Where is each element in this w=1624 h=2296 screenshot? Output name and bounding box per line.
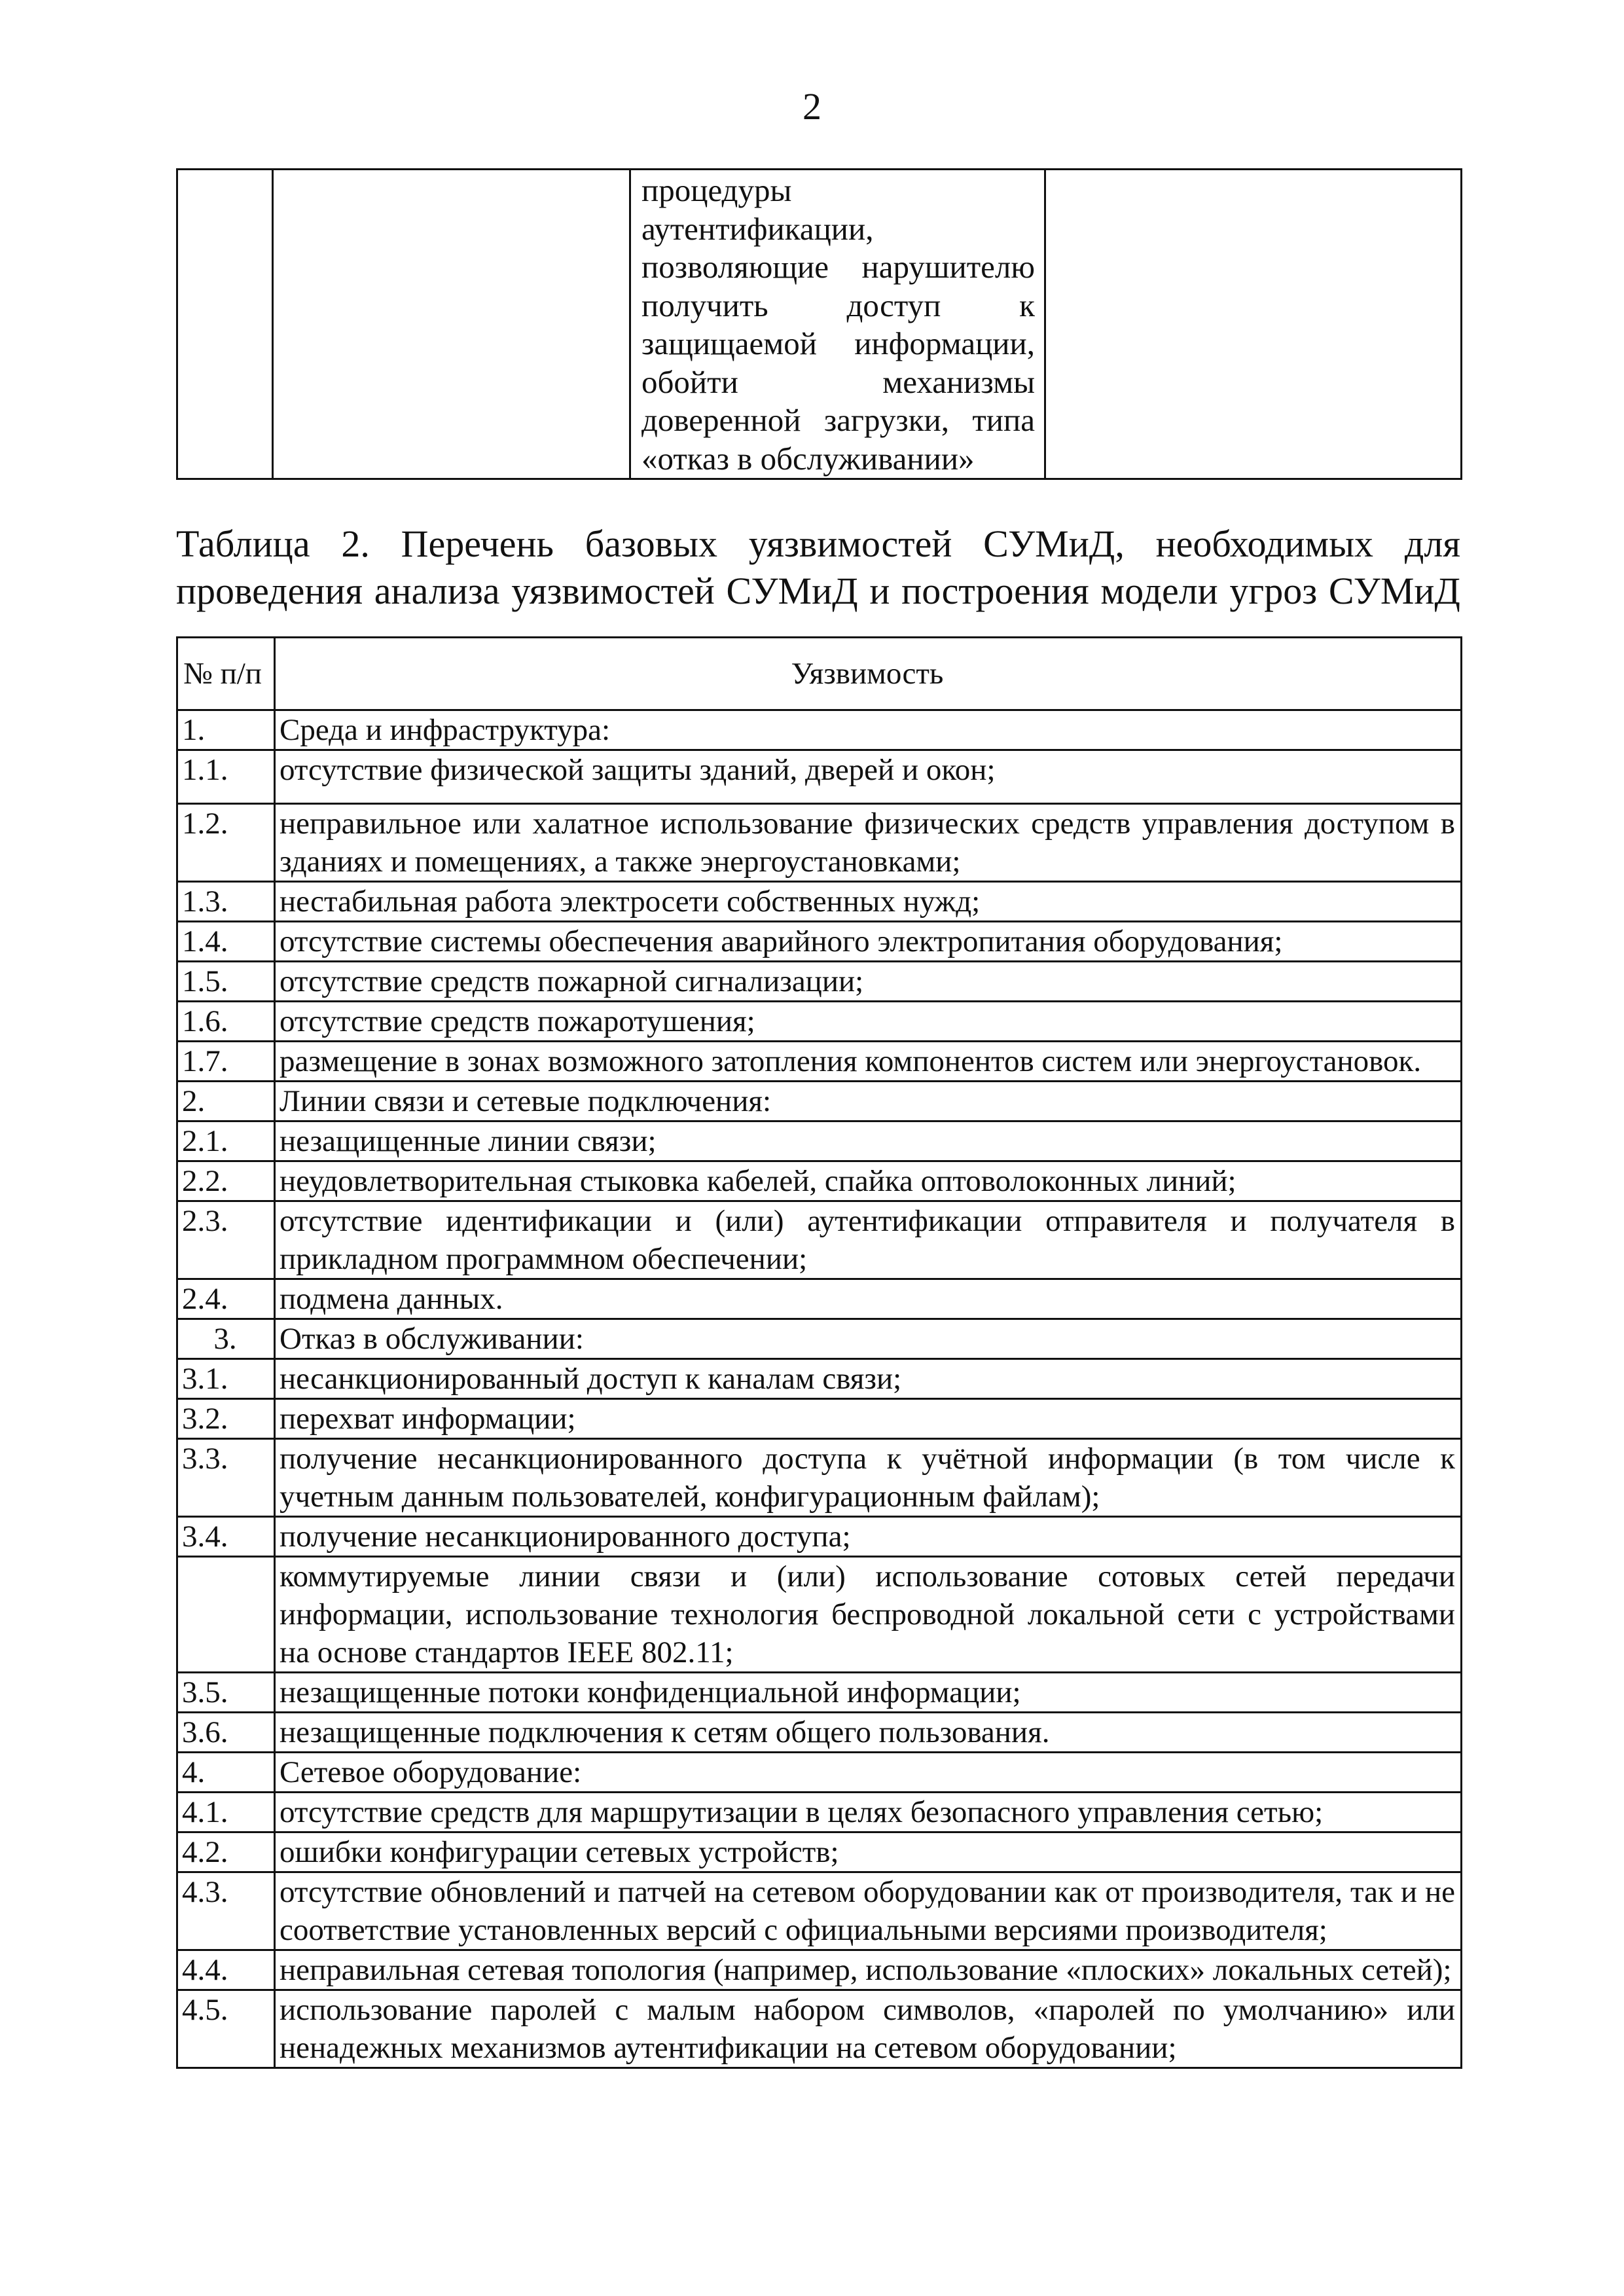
row-number: 2.4. — [177, 1279, 275, 1319]
row-number: 3.6. — [177, 1713, 275, 1753]
caption-line-2: проведения анализа уязвимостей СУМиД и построения модели угроз СУМиД — [176, 570, 1460, 612]
table-row — [177, 710, 1462, 750]
row-number: 1.4. — [177, 922, 275, 962]
row-text: неправильная сетевая топология (например, использование «плоских» локальных сетей); — [275, 1950, 1462, 1990]
table-row — [177, 1319, 1462, 1359]
row-number: 2.2. — [177, 1161, 275, 1201]
table-row — [177, 1872, 1462, 1950]
row-number: 4.1. — [177, 1793, 275, 1832]
table-row — [177, 1990, 1462, 2068]
continuation-row — [177, 170, 1462, 479]
header-vulnerability: Уязвимость — [275, 638, 1462, 710]
row-number: 2.3. — [177, 1201, 275, 1279]
table-row — [177, 750, 1462, 804]
row-number: 4.3. — [177, 1872, 275, 1950]
row-number: 3.5. — [177, 1673, 275, 1713]
table-row — [177, 882, 1462, 922]
row-text: незащищенные подключения к сетям общего пользования. — [275, 1713, 1462, 1753]
vulnerability-table — [176, 636, 1462, 2069]
row-number: 4.2. — [177, 1832, 275, 1872]
continuation-table — [176, 168, 1462, 480]
page-number: 2 — [803, 85, 821, 128]
table-row — [177, 962, 1462, 1002]
row-text: отсутствие системы обеспечения аварийного электропитания оборудования; — [275, 922, 1462, 962]
row-number: 1.2. — [177, 804, 275, 882]
continuation-cell-measures — [1045, 170, 1462, 479]
table-row — [177, 1793, 1462, 1832]
row-text: отсутствие идентификации и (или) аутентификации отправителя и получателя в прикладном программном обеспечении; — [275, 1201, 1462, 1279]
row-number: 3.1. — [177, 1359, 275, 1399]
continuation-line: аутентификации, — [641, 210, 874, 247]
table-row — [177, 1753, 1462, 1793]
row-number: 3.4. — [177, 1517, 275, 1557]
table-row — [177, 1713, 1462, 1753]
row-number: 3.3. — [177, 1439, 275, 1517]
table-row — [177, 1399, 1462, 1439]
continuation-line: процедуры — [641, 172, 792, 208]
table-row — [177, 1950, 1462, 1990]
row-text: использование паролей с малым набором символов, «паролей по умолчанию» или ненадежных механизмов аутентификации на сетевом оборудовании; — [275, 1990, 1462, 2068]
table-row — [177, 1673, 1462, 1713]
row-text: отсутствие средств пожаротушения; — [275, 1002, 1462, 1042]
row-text: Линии связи и сетевые подключения: — [275, 1082, 1462, 1121]
row-text: ошибки конфигурации сетевых устройств; — [275, 1832, 1462, 1872]
row-text: отсутствие средств пожарной сигнализации; — [275, 962, 1462, 1002]
row-text: перехват информации; — [275, 1399, 1462, 1439]
continuation-line: защищаемой информации, — [641, 325, 1035, 361]
row-number — [177, 1557, 275, 1673]
continuation-cell-number — [177, 170, 273, 479]
row-text: отсутствие обновлений и патчей на сетевом оборудовании как от производителя, так и не соответствие установленных версий с официальными версиями производителя; — [275, 1872, 1462, 1950]
row-number: 4.4. — [177, 1950, 275, 1990]
row-number: 3. — [177, 1319, 275, 1359]
row-number: 1. — [177, 710, 275, 750]
row-text: отсутствие физической защиты зданий, дверей и окон; — [275, 750, 1462, 804]
row-number: 1.3. — [177, 882, 275, 922]
table-row — [177, 804, 1462, 882]
row-number: 1.6. — [177, 1002, 275, 1042]
table-row — [177, 1557, 1462, 1673]
row-text: коммутируемые линии связи и (или) использование сотовых сетей передачи информации, использование технология беспроводной локальной сети с устройствами на основе стандартов IEEE 802.11; — [275, 1557, 1462, 1673]
header-number: № п/п — [177, 638, 275, 710]
table-row — [177, 1121, 1462, 1161]
table-row — [177, 1439, 1462, 1517]
row-text: незащищенные линии связи; — [275, 1121, 1462, 1161]
row-text: получение несанкционированного доступа к учётной информации (в том числе к учетным данным пользователей, конфигурационным файлам); — [275, 1439, 1462, 1517]
continuation-cell-name — [273, 170, 630, 479]
table-row — [177, 1042, 1462, 1082]
row-text: Среда и инфраструктура: — [275, 710, 1462, 750]
caption-line-1: Таблица 2. Перечень базовых уязвимостей СУМиД, необходимых для — [176, 522, 1460, 565]
table-row — [177, 1279, 1462, 1319]
continuation-line: позволяющие нарушителю — [641, 249, 1035, 285]
table-row — [177, 1359, 1462, 1399]
table-row — [177, 1832, 1462, 1872]
row-number: 1.1. — [177, 750, 275, 804]
table-row — [177, 1161, 1462, 1201]
table-header-row — [177, 638, 1462, 710]
table-row — [177, 1201, 1462, 1279]
table-caption — [176, 520, 1460, 615]
row-text: подмена данных. — [275, 1279, 1462, 1319]
row-text: получение несанкционированного доступа; — [275, 1517, 1462, 1557]
row-number: 1.5. — [177, 962, 275, 1002]
continuation-line: обойти механизмы — [641, 363, 1035, 400]
continuation-line: получить доступ к — [641, 287, 1035, 323]
table-row — [177, 1082, 1462, 1121]
row-text: отсутствие средств для маршрутизации в целях безопасного управления сетью; — [275, 1793, 1462, 1832]
row-text: несанкционированный доступ к каналам связи; — [275, 1359, 1462, 1399]
continuation-cell-description — [630, 170, 1045, 479]
row-number: 2. — [177, 1082, 275, 1121]
row-number: 2.1. — [177, 1121, 275, 1161]
row-number: 4.5. — [177, 1990, 275, 2068]
row-text: неправильное или халатное использование физических средств управления доступом в зданиях и помещениях, а также энергоустановками; — [275, 804, 1462, 882]
row-text: Сетевое оборудование: — [275, 1753, 1462, 1793]
row-text: незащищенные потоки конфиденциальной информации; — [275, 1673, 1462, 1713]
row-number: 1.7. — [177, 1042, 275, 1082]
row-text: размещение в зонах возможного затопления компонентов систем или энергоустановок. — [275, 1042, 1462, 1082]
continuation-line: «отказ в обслуживании» — [641, 440, 975, 477]
row-text: нестабильная работа электросети собственных нужд; — [275, 882, 1462, 922]
table-row — [177, 1002, 1462, 1042]
row-number: 4. — [177, 1753, 275, 1793]
table-row — [177, 1517, 1462, 1557]
row-text: Отказ в обслуживании: — [275, 1319, 1462, 1359]
row-number: 3.2. — [177, 1399, 275, 1439]
continuation-line: доверенной загрузки, типа — [641, 402, 1035, 438]
row-text: неудовлетворительная стыковка кабелей, спайка оптоволоконных линий; — [275, 1161, 1462, 1201]
table-row — [177, 922, 1462, 962]
